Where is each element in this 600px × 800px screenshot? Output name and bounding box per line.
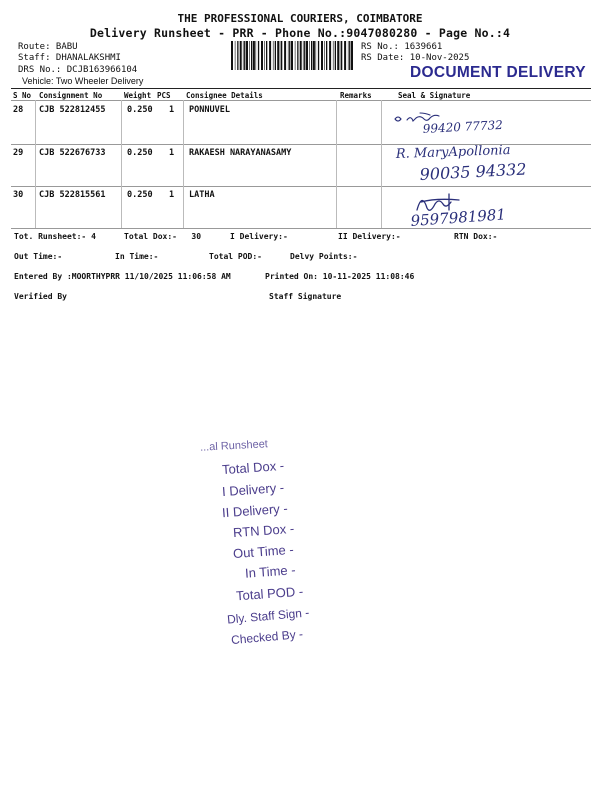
row-consignee: LATHA <box>189 190 215 200</box>
row-consignment: CJB 522676733 <box>39 148 106 158</box>
row-consignee: RAKAESH NARAYANASAMY <box>189 148 292 158</box>
column-divider <box>183 100 184 228</box>
row-consignee: PONNUVEL <box>189 105 230 115</box>
header-signature: Seal & Signature <box>398 91 471 100</box>
row-pcs: 1 <box>169 148 175 158</box>
row-pcs: 1 <box>169 105 175 115</box>
column-divider <box>336 100 337 228</box>
drs-number: DRS No.: DCJB163966104 <box>18 65 138 75</box>
svg-text:99420 77732: 99420 77732 <box>422 117 504 136</box>
stamp-i-delivery: I Delivery - <box>221 479 285 500</box>
total-pod: Total POD:- <box>209 252 262 261</box>
total-dox: Total Dox:- 30 <box>124 232 202 241</box>
header-sno: S No <box>13 91 32 100</box>
row-weight: 0.250 <box>127 148 153 158</box>
stamp-total-dox: Total Dox - <box>221 457 285 478</box>
svg-text:R. MaryApollonia: R. MaryApollonia <box>395 143 511 162</box>
header-consignment: Consignment No <box>39 91 103 100</box>
signature-row-28 <box>385 105 555 140</box>
runsheet-subtitle: Delivery Runsheet - PRR - Phone No.:9047080280 - Page No.:4 <box>89 26 511 40</box>
stamp-staff-sign: Dly. Staff Sign - <box>226 605 310 627</box>
stamp-out-time: Out Time - <box>232 541 295 562</box>
column-divider <box>381 100 382 228</box>
rs-number: RS No.: 1639661 <box>361 42 443 52</box>
row-weight: 0.250 <box>127 105 153 115</box>
rs-date: RS Date: 10-Nov-2025 <box>361 53 470 63</box>
signature-row-30 <box>405 188 565 230</box>
delvy-points: Delvy Points:- <box>290 252 358 261</box>
header-divider <box>11 100 591 101</box>
header-consignee: Consignee Details <box>186 91 263 100</box>
header-remarks: Remarks <box>340 91 372 100</box>
out-time: Out Time:- <box>14 252 63 261</box>
in-time: In Time:- <box>115 252 159 261</box>
i-delivery: I Delivery:- <box>230 232 288 241</box>
staff-signature: Staff Signature <box>269 292 342 301</box>
company-title: THE PROFESSIONAL COURIERS, COIMBATORE <box>177 12 423 25</box>
row-sno: 30 <box>13 190 24 200</box>
tot-runsheet: Tot. Runsheet:- 4 <box>14 232 96 241</box>
row-pcs: 1 <box>169 190 175 200</box>
stamp-runsheet: ...al Runsheet <box>199 438 269 454</box>
row-consignment: CJB 522812455 <box>39 105 106 115</box>
barcode-icon <box>230 41 356 70</box>
column-divider <box>121 100 122 228</box>
stamp-in-time: In Time - <box>244 562 297 581</box>
stamp-total-pod: Total POD - <box>235 583 304 604</box>
entered-by: Entered By :MOORTHYPRR 11/10/2025 11:06:58 AM <box>14 272 231 281</box>
row-sno: 29 <box>13 148 24 158</box>
row-consignment: CJB 522815561 <box>39 190 106 200</box>
stamp-rtn-dox: RTN Dox - <box>232 520 295 541</box>
svg-text:9597981981: 9597981981 <box>410 205 507 230</box>
verified-by: Verified By <box>14 292 67 301</box>
signature-row-29 <box>390 142 570 187</box>
svg-text:90035 94332: 90035 94332 <box>419 159 527 184</box>
header-weight: Weight <box>124 91 152 100</box>
stamp-checked-by: Checked By - <box>230 626 304 648</box>
row-weight: 0.250 <box>127 190 153 200</box>
ii-delivery: II Delivery:- <box>338 232 401 241</box>
stamp-ii-delivery: II Delivery - <box>221 500 289 521</box>
vehicle-label: Vehicle: Two Wheeler Delivery <box>22 76 144 86</box>
row-sno: 28 <box>13 105 24 115</box>
document-delivery-stamp: DOCUMENT DELIVERY <box>410 64 586 81</box>
column-divider <box>35 100 36 228</box>
route-label: Route: BABU <box>18 42 78 52</box>
rtn-dox: RTN Dox:- <box>454 232 498 241</box>
printed-on: Printed On: 10-11-2025 11:08:46 <box>265 272 415 281</box>
header-pcs: PCS <box>157 91 171 100</box>
staff-label: Staff: DHANALAKSHMI <box>18 53 121 63</box>
